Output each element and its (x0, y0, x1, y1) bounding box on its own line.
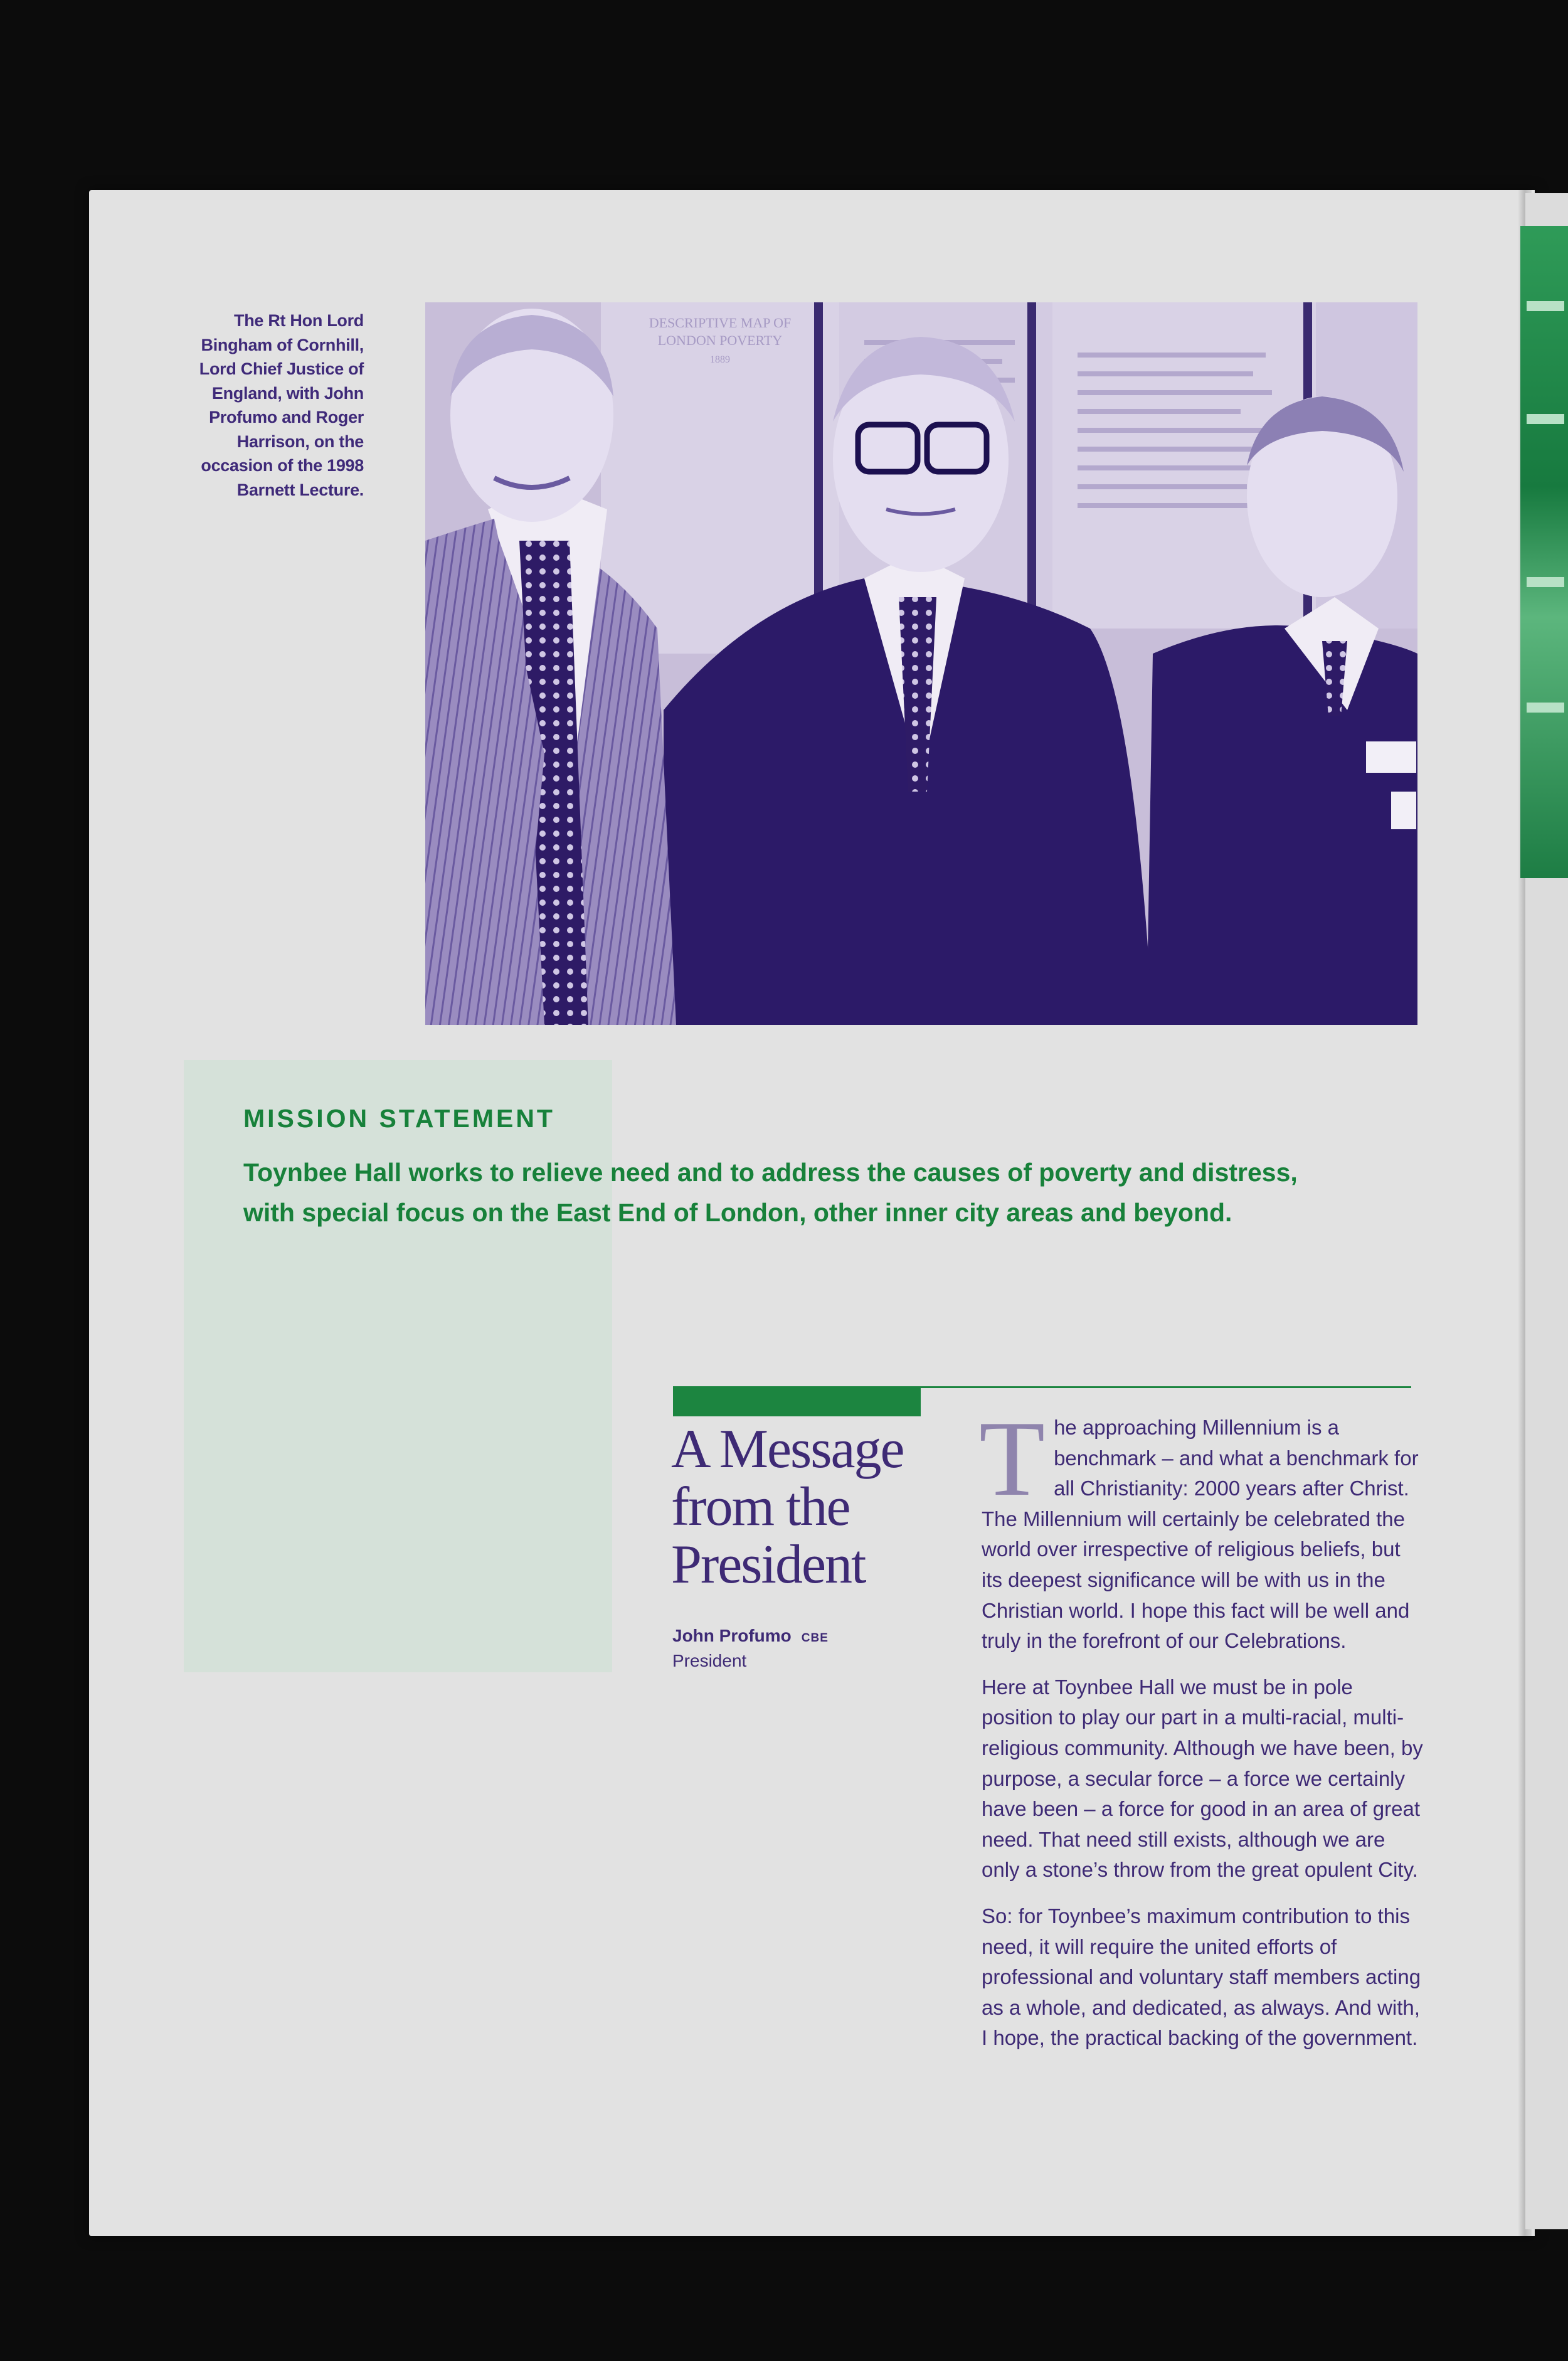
drop-cap: T (979, 1399, 1046, 1519)
mission-title: MISSION STATEMENT (243, 1104, 555, 1133)
mission-text (243, 1152, 1435, 1233)
message-paragraph-3: So: for Toynbee’s maximum contribution to this need, it will require the united efforts of professional and voluntary staff members acting as a whole, and dedicated, as always. And with, I hope, the practical backing of the government. (982, 1904, 1421, 2050)
mission-text-line1: Toynbee Hall works to relieve need and to address the causes of poverty and distress, (243, 1158, 1298, 1187)
facing-page-photo (1520, 226, 1568, 878)
photo-illustration (425, 302, 1417, 1025)
poster-year: 1889 (710, 354, 730, 365)
message-title-line2: from the (671, 1477, 850, 1537)
author-byline (672, 1626, 829, 1646)
mission-text-line2: with special focus on the East End of London, other inner city areas and beyond. (243, 1198, 1232, 1227)
message-title-line3: President (671, 1534, 866, 1595)
message-paragraph-2: Here at Toynbee Hall we must be in pole position to play our part in a multi-racial, multi-religious community. Although we have been, by purpose, a secular force – a force we certainly have been – a force for good in an area of great need. That need still exists, although we are only a stone’s throw from the great opulent City. (982, 1675, 1423, 1882)
message-paragraph-1 (979, 1399, 1424, 1657)
section-rule-accent (673, 1386, 921, 1416)
poster-title-line2: LONDON POVERTY (657, 332, 783, 348)
message-title-line1: A Message (671, 1419, 904, 1480)
poster-title-line1: DESCRIPTIVE MAP OF (649, 315, 792, 331)
photo-caption: The Rt Hon Lord Bingham of Cornhill, Lord Chief Justice of England, with John Profumo and Roger Harrison, on the occasion of the 1998 Barnett Lecture. (199, 311, 364, 499)
author-role: President (672, 1651, 747, 1670)
author-honour: CBE (801, 1631, 829, 1645)
paragraph-1-text: he approaching Millennium is a benchmark – and what a benchmark for all Christianity: 2000 years after Christ. The Millennium will certainly be celebrated the world over irrespective of religious beliefs, but its deepest significance will be with us in the Christian world. I hope this fact will be well and truly in the forefront of our Celebrations. (982, 1416, 1419, 1653)
message-body (979, 1399, 1424, 2069)
message-title (671, 1421, 935, 1594)
author-name: John Profumo (672, 1626, 792, 1645)
photo-three-men (425, 302, 1417, 1025)
